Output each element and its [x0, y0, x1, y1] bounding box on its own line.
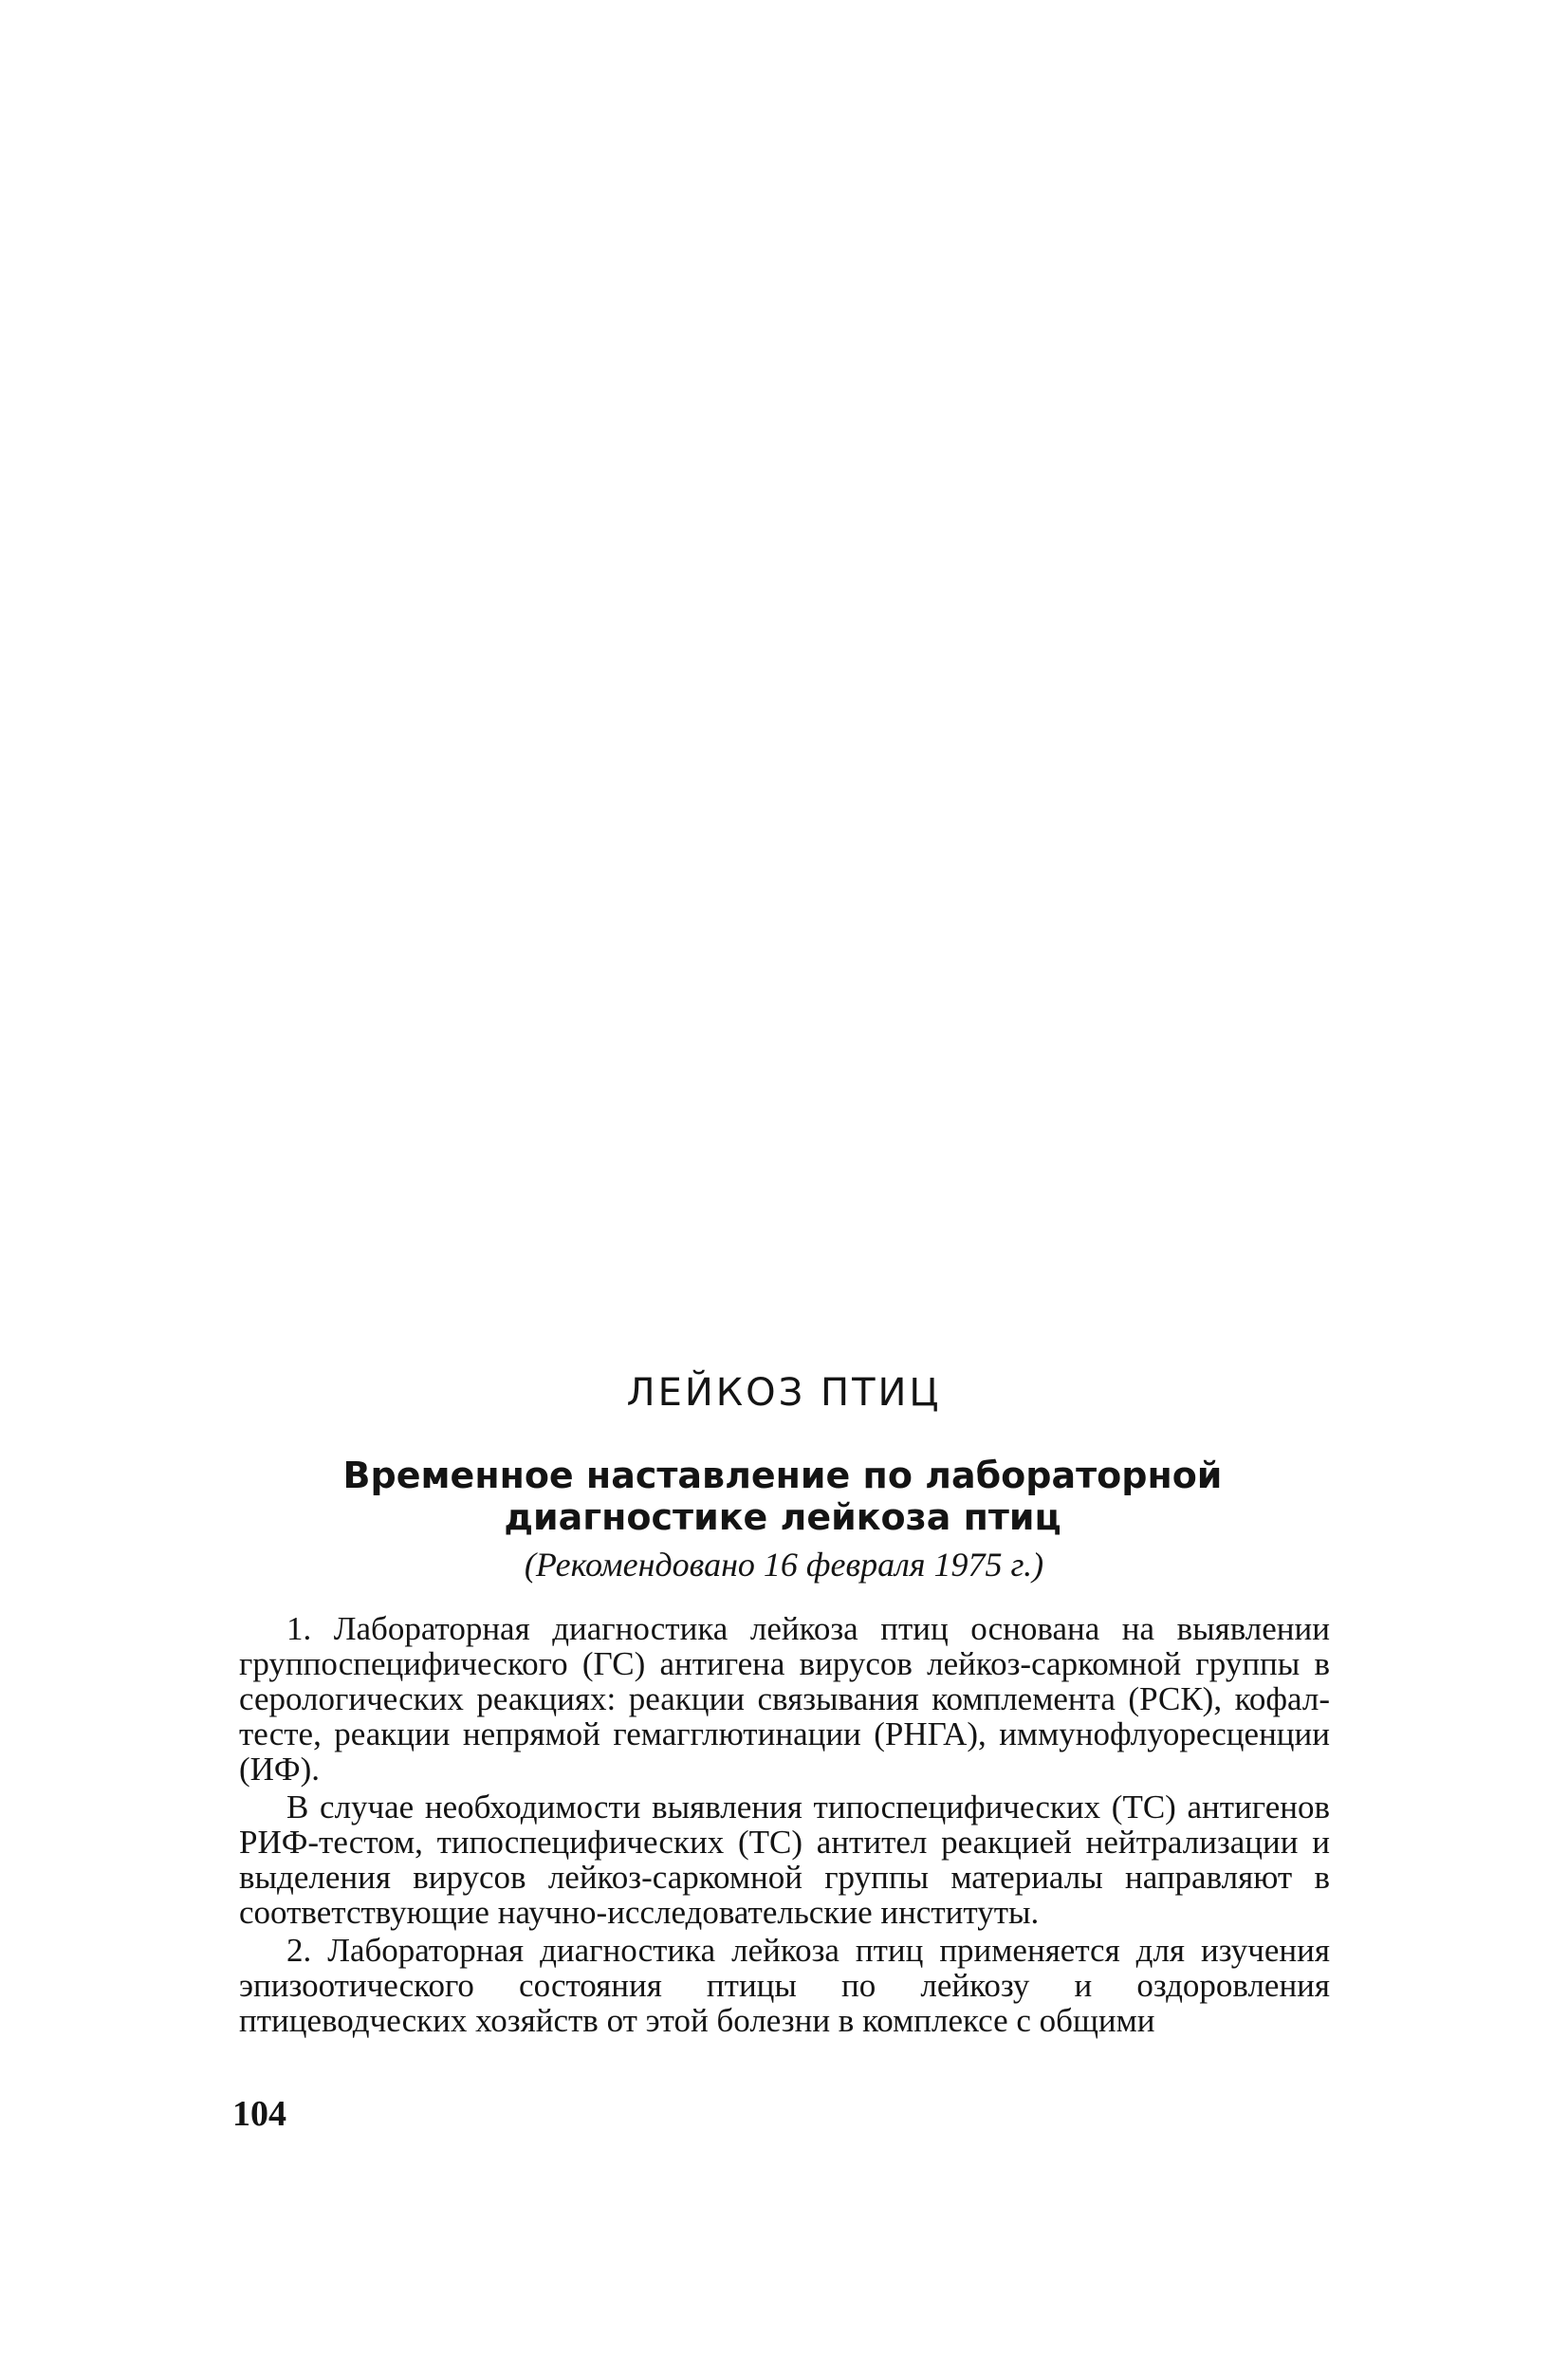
body-text [239, 1611, 1330, 2041]
paragraph-1: 1. Лабораторная диагностика лейкоза птиц основана на выявлении группоспецифического (ГС) антигена вирусов лейкоз-саркомной группы в серологических реакциях: реакции связывания комплемента (РСК), кофал-тесте, реакции непрямой гемагглютинации (РНГА), иммунофлуоресценции (ИФ). [239, 1610, 1330, 1788]
document-subtitle: Временное наставление по лабораторной диагностике лейкоза птиц [342, 1455, 1223, 1538]
section-title: ЛЕЙКОЗ ПТИЦ [626, 1371, 942, 1415]
paragraph-3: 2. Лабораторная диагностика лейкоза птиц применяется для изучения эпизоотического состояния птицы по лейкозу и оздоровления птицеводческих хозяйств от этой болезни в комплексе с общими [239, 1932, 1330, 2039]
page-number: 104 [232, 2094, 286, 2134]
paragraph-2: В случае необходимости выявления типоспецифических (ТС) антигенов РИФ-тестом, типоспецифических (ТС) антител реакцией нейтрализации и выделения вирусов лейкоз-саркомной группы материалы направляют в соответствующие научно-исследовательские институты. [239, 1789, 1330, 1931]
recommendation-date: (Рекомендовано 16 февраля 1975 г.) [524, 1546, 1044, 1584]
